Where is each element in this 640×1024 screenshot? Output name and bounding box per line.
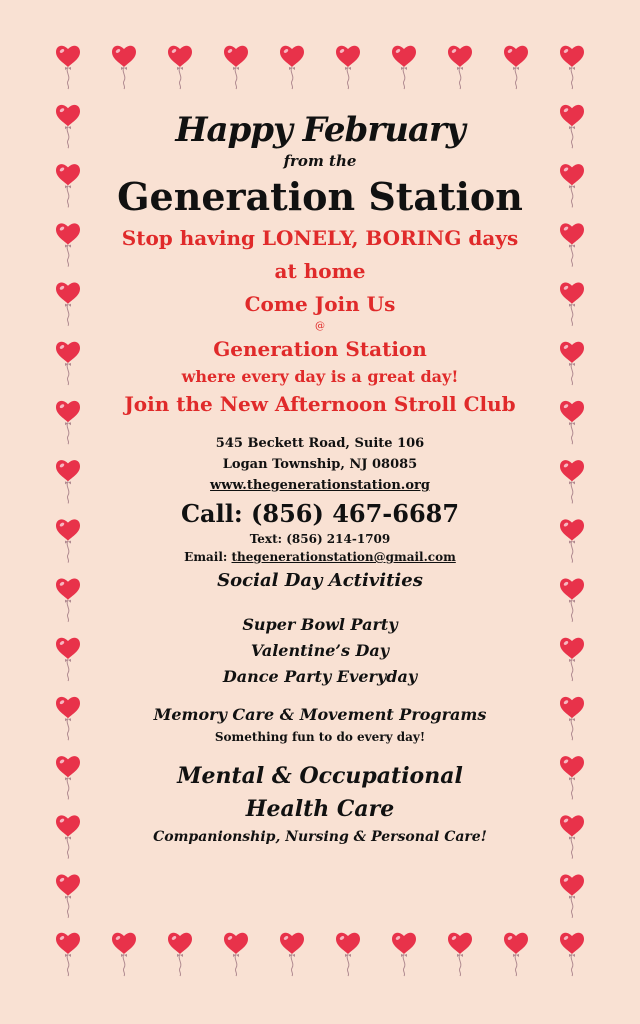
- heart-balloon-icon: [56, 815, 80, 858]
- activity-item: Dance Party Everyday: [222, 667, 418, 686]
- heart-balloon-icon: [56, 875, 80, 918]
- heart-balloon-icon: [560, 164, 584, 207]
- heart-balloon-icon: [560, 697, 584, 740]
- heart-balloon-icon: [56, 519, 80, 562]
- activities-heading: Social Day Activities: [217, 570, 423, 591]
- heart-balloon-icon: [560, 342, 584, 385]
- call-number: Call: (856) 467-6687: [180, 499, 460, 528]
- heart-balloon-icon: [560, 105, 584, 148]
- motto-text: where every day is a great day!: [181, 367, 459, 386]
- heart-balloon-icon: [56, 342, 80, 385]
- activity-item: Super Bowl Party: [242, 615, 398, 634]
- email-line: [90, 548, 550, 566]
- tagline-line-1: Stop having LONELY, BORING days: [121, 226, 519, 250]
- heart-balloon-icon: [224, 933, 248, 976]
- at-symbol: @: [315, 321, 325, 332]
- heart-balloon-icon: [560, 46, 584, 89]
- heart-balloon-icon: [392, 46, 416, 89]
- health-care-line-2: Health Care: [245, 796, 395, 822]
- heart-balloon-icon: [56, 223, 80, 266]
- tagline-line-2: at home: [274, 259, 366, 283]
- heart-balloon-icon: [504, 46, 528, 89]
- heart-balloon-icon: [56, 933, 80, 976]
- text-number: Text: (856) 214-1709: [249, 532, 391, 546]
- heart-balloon-icon: [560, 519, 584, 562]
- heart-balloon-icon: [560, 579, 584, 622]
- greeting-heading: Happy February: [175, 110, 465, 150]
- fun-daily-text: Something fun to do every day!: [214, 730, 426, 744]
- heart-balloon-icon: [560, 460, 584, 503]
- heart-balloon-icon: [56, 579, 80, 622]
- heart-balloon-icon: [560, 933, 584, 976]
- heart-balloon-icon: [56, 697, 80, 740]
- heart-balloon-icon: [560, 756, 584, 799]
- from-text: from the: [283, 152, 357, 170]
- heart-balloon-icon: [504, 933, 528, 976]
- heart-balloon-icon: [280, 933, 304, 976]
- stroll-club-text: Join the New Afternoon Stroll Club: [124, 392, 516, 416]
- address-line-1: 545 Beckett Road, Suite 106: [215, 436, 425, 451]
- health-care-line-1: Mental & Occupational: [177, 763, 463, 789]
- heart-balloon-icon: [560, 638, 584, 681]
- heart-balloon-icon: [56, 638, 80, 681]
- heart-balloon-icon: [560, 815, 584, 858]
- heart-balloon-icon: [224, 46, 248, 89]
- heart-balloon-icon: [56, 164, 80, 207]
- website-link[interactable]: www.thegenerationstation.org: [210, 478, 430, 493]
- heart-balloon-icon: [560, 875, 584, 918]
- email-link[interactable]: thegenerationstation@gmail.com: [231, 550, 456, 564]
- heart-balloon-icon: [112, 933, 136, 976]
- companionship-text: Companionship, Nursing & Personal Care!: [153, 829, 487, 845]
- venue-name: Generation Station: [213, 337, 427, 361]
- heart-balloon-icon: [392, 933, 416, 976]
- heart-balloon-icon: [560, 401, 584, 444]
- heart-balloon-icon: [168, 46, 192, 89]
- heart-balloon-icon: [112, 46, 136, 89]
- heart-balloon-icon: [56, 401, 80, 444]
- memory-care-text: Memory Care & Movement Programs: [153, 705, 487, 724]
- heart-balloon-icon: [336, 46, 360, 89]
- heart-balloon-icon: [56, 283, 80, 326]
- flyer-content: [90, 96, 550, 848]
- heart-balloon-icon: [56, 46, 80, 89]
- address-line-2: Logan Township, NJ 08085: [222, 457, 418, 472]
- heart-balloon-icon: [560, 283, 584, 326]
- join-us-text: Come Join Us: [244, 292, 396, 316]
- heart-balloon-icon: [280, 46, 304, 89]
- heart-balloon-icon: [56, 105, 80, 148]
- page-title: Generation Station: [117, 174, 523, 219]
- heart-balloon-icon: [56, 756, 80, 799]
- heart-balloon-icon: [336, 933, 360, 976]
- heart-balloon-icon: [56, 460, 80, 503]
- heart-balloon-icon: [448, 933, 472, 976]
- heart-balloon-icon: [560, 223, 584, 266]
- heart-balloon-icon: [168, 933, 192, 976]
- email-label: Email:: [184, 550, 232, 564]
- activity-item: Valentine’s Day: [250, 641, 390, 660]
- heart-balloon-icon: [448, 46, 472, 89]
